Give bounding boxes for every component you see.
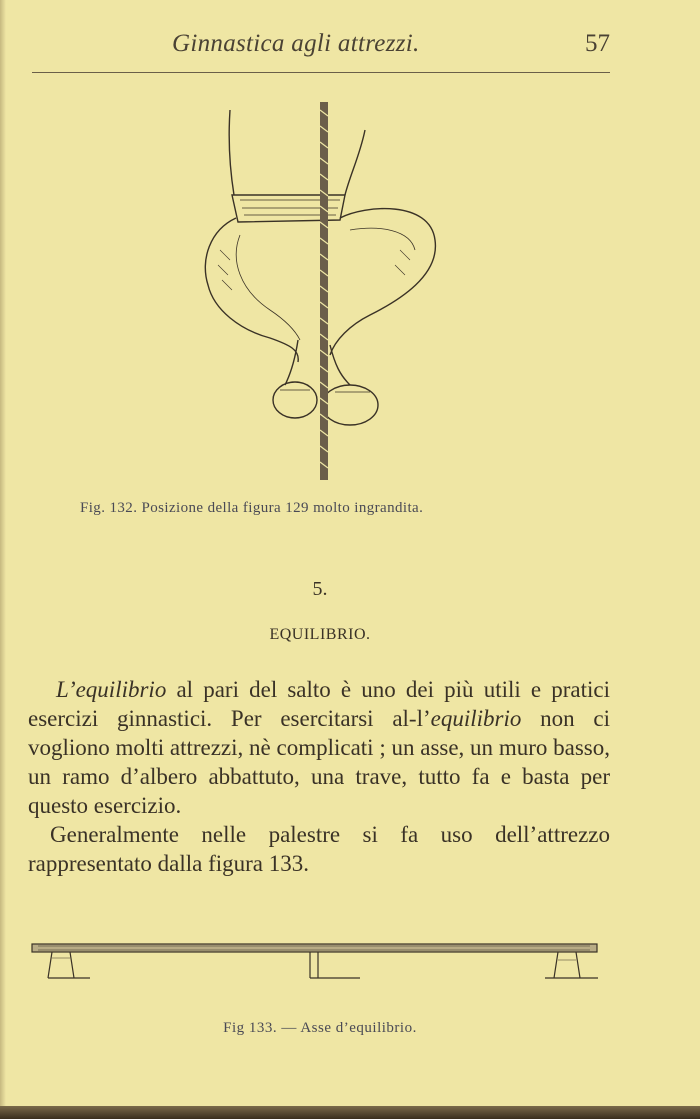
paragraph-1-text-b: non ci vogliono molti attrezzi, nè complicati ; un asse, un muro basso, un ramo d’albero abbattuto, una trave, tutto fa e basta per questo esercizio. [28,706,610,818]
figure-132-illustration [200,100,460,490]
section-title: EQUILIBRIO. [269,626,371,643]
figure-133-caption: Fig 133. — Asse d’equilibrio. [223,1020,417,1036]
page-edge-shadow [0,0,6,1119]
body-text [28,675,610,878]
paragraph-1-italic-term-2: equilibrio [430,706,522,731]
paragraph-1-text-a: al pari del salto è uno dei più utili e pratici esercizi ginnastici. Per esercitarsi al-l’ [28,677,610,731]
page-bottom-edge [0,1106,700,1119]
paragraph-2: Generalmente nelle palestre si fa uso dell’attrezzo rappresentato dalla figura 133. [28,822,610,876]
paragraph-1-italic-term: L’equilibrio [56,677,167,702]
running-header-title: Ginnastica agli attrezzi. [172,30,420,57]
figure-132-caption: Fig. 132. Posizione della figura 129 molto ingrandita. [80,500,424,516]
page-number: 57 [585,30,610,57]
section-number: 5. [312,578,328,600]
paragraph-1 [28,675,610,820]
header-rule [32,72,610,73]
figure-133-illustration [30,938,610,988]
